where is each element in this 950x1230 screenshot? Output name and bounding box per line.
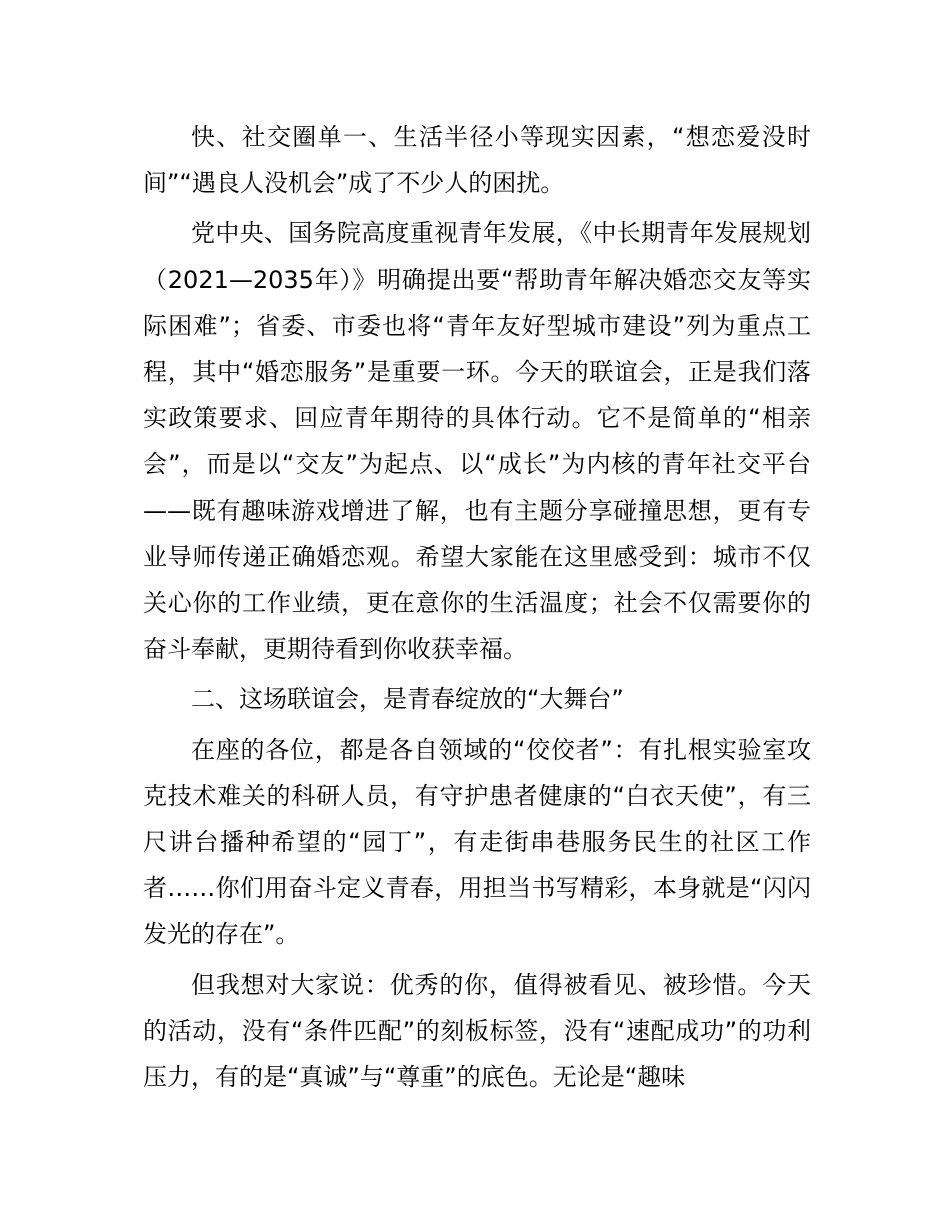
paragraph-3: 在座的各位，都是各自领域的“佼佼者”：有扎根实验室攻克技术难关的科研人员，有守护患者健康的“白衣天使”，有三尺讲台播种希望的“园丁”，有走街串巷服务民生的社区工作者……你们用奋斗定义青春，用担当书写精彩，本身就是“闪闪发光的存在”。 — [143, 735, 811, 949]
paragraph-1: 快、社交圈单一、生活半径小等现实因素，“想恋爱没时间”“遇良人没机会”成了不少人的困扰。 — [143, 123, 811, 198]
paragraph-2: 党中央、国务院高度重视青年发展，《中长期青年发展规划（2021—2035年）》明确提出要“帮助青年解决婚恋交友等实际困难”；省委、市委也将“青年友好型城市建设”列为重点工程，其中“婚恋服务”是重要一环。今天的联谊会，正是我们落实政策要求、回应青年期待的具体行动。它不是简单的“相亲会”，而是以“交友”为起点、以“成长”为内核的青年社交平台——既有趣味游戏增进了解，也有主题分享碰撞思想，更有专业导师传递正确婚恋观。希望大家能在这里感受到：城市不仅关心你的工作业绩，更在意你的生活温度；社会不仅需要你的奋斗奉献，更期待看到你收获幸福。 — [143, 219, 811, 664]
document-body — [143, 114, 811, 1100]
paragraph-4: 但我想对大家说：优秀的你，值得被看见、被珍惜。今天的活动，没有“条件匹配”的刻板标签，没有“速配成功”的功利压力，有的是“真诚”与“尊重”的底色。无论是“趣味 — [143, 970, 811, 1092]
section-heading: 二、这场联谊会，是青春绽放的“大舞台” — [191, 685, 624, 714]
